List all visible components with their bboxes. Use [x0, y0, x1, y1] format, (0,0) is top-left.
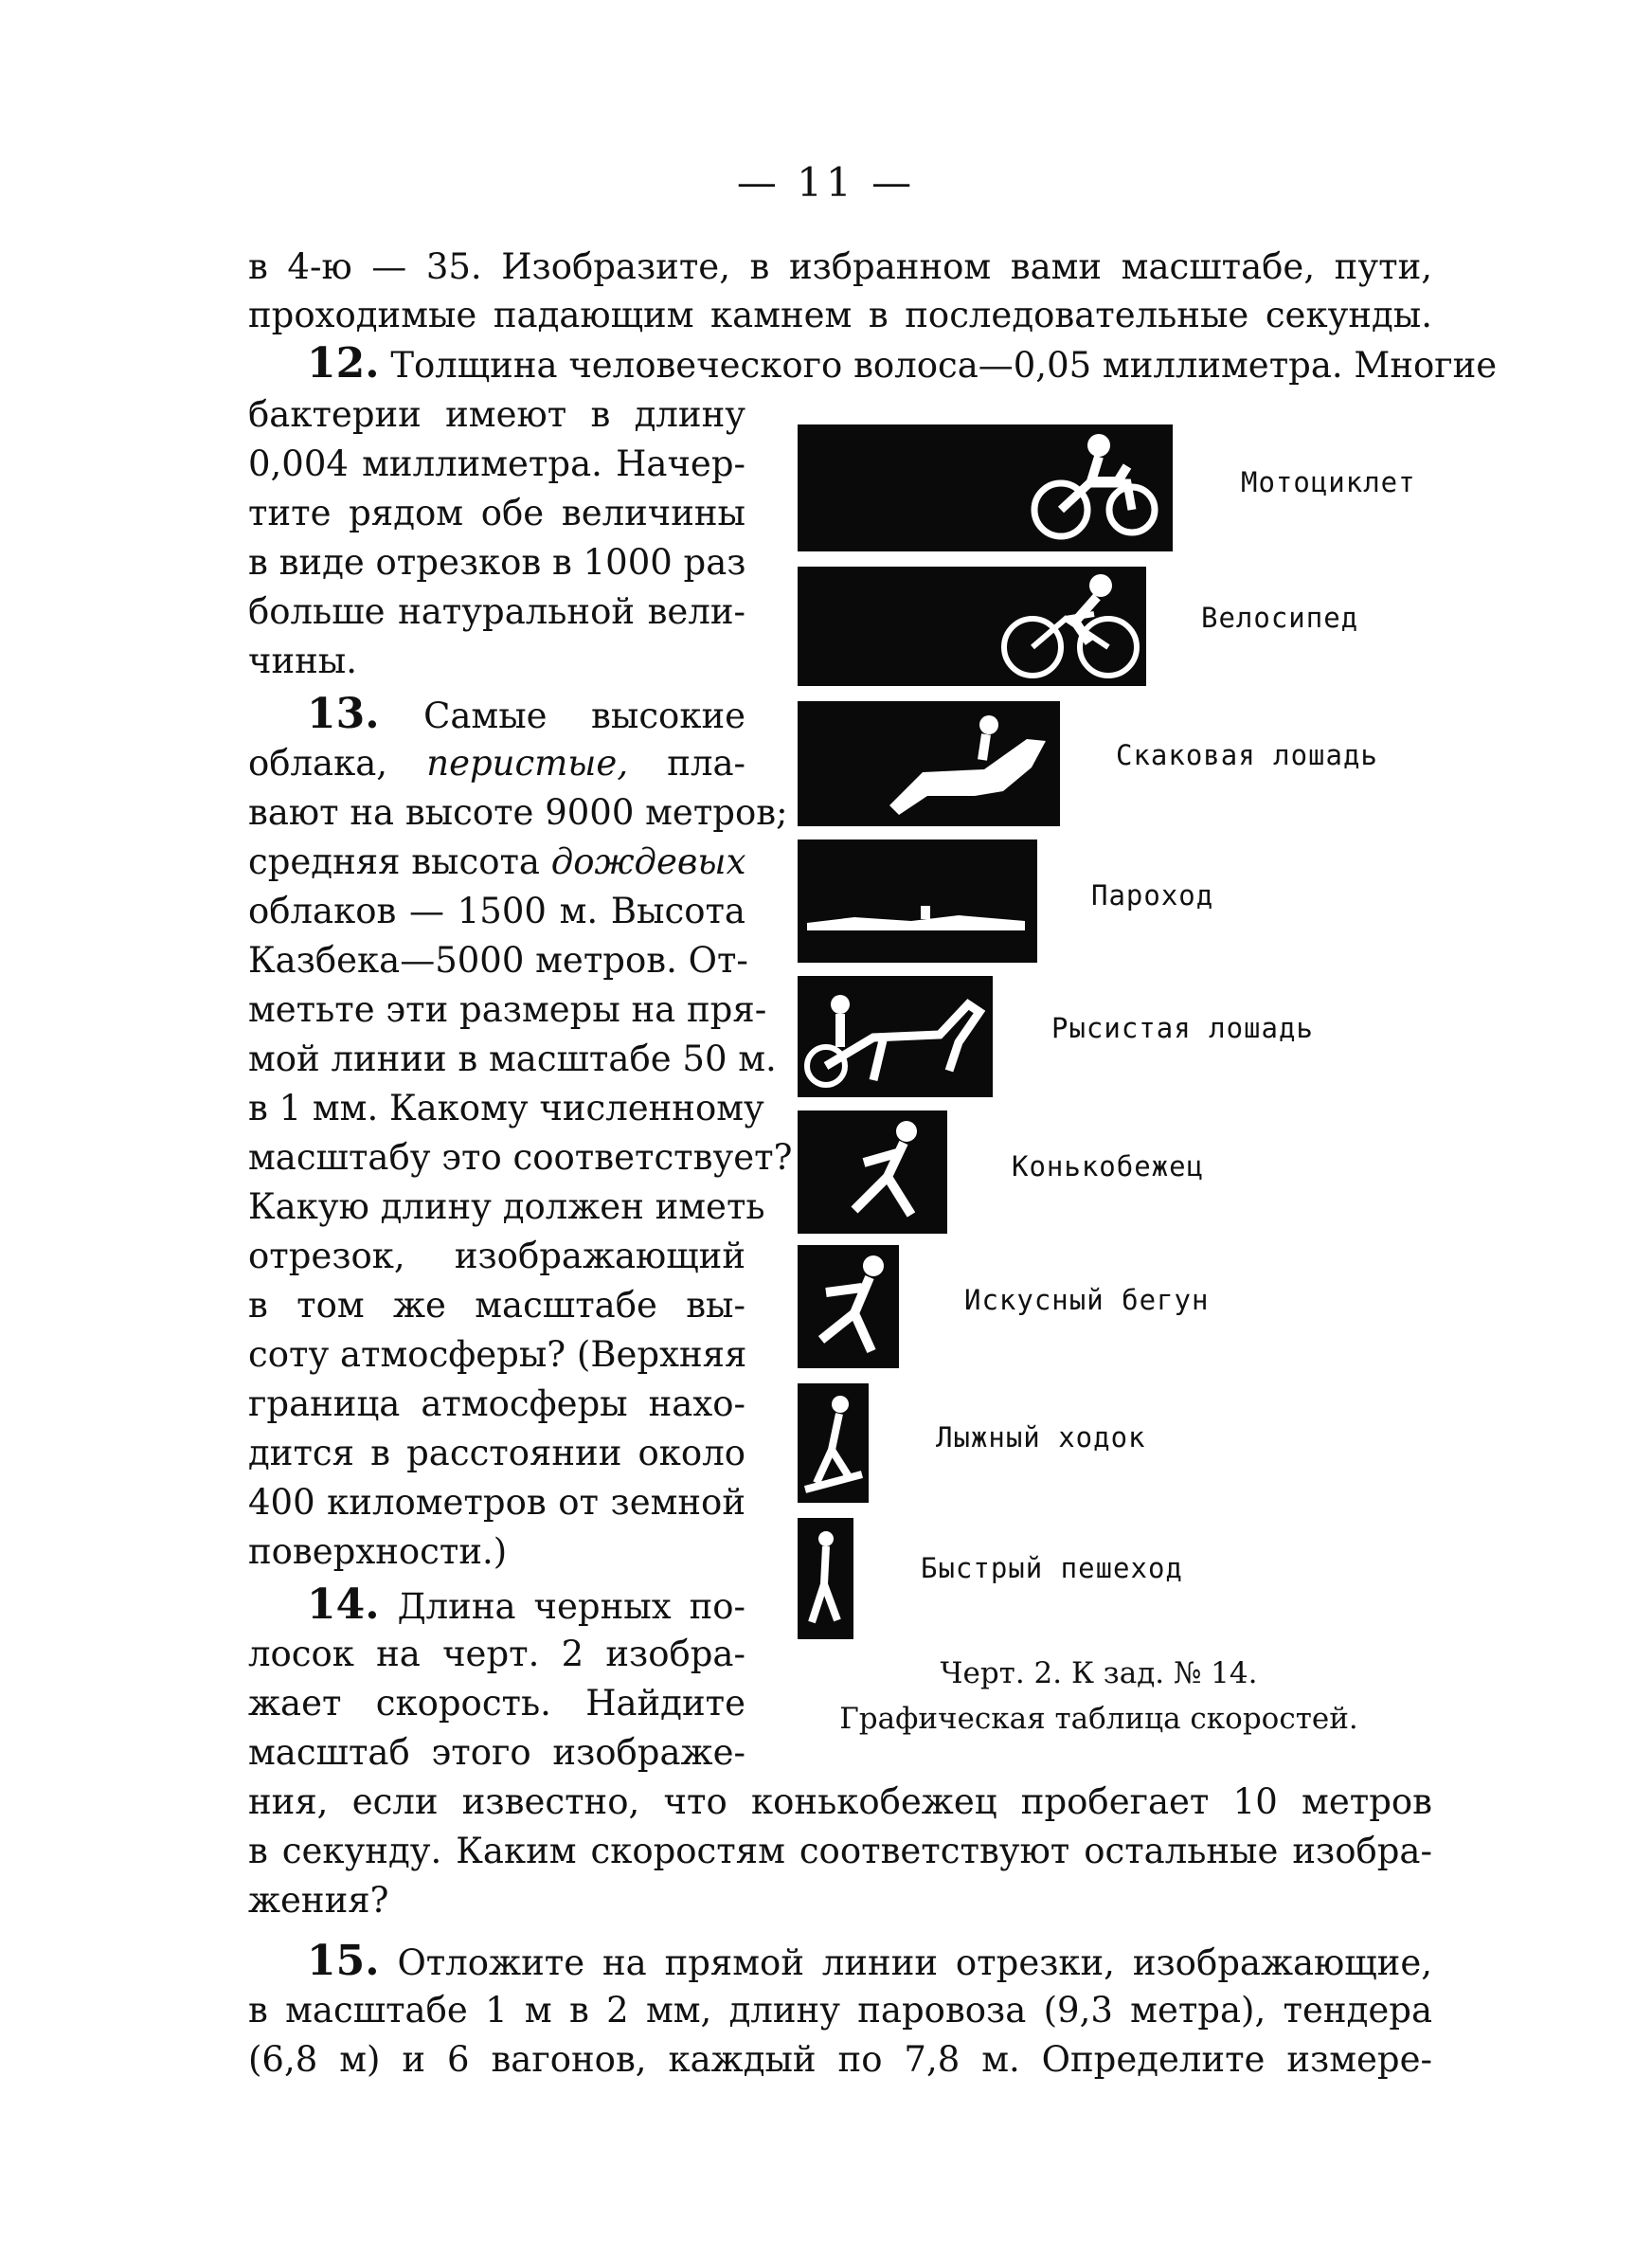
- text-line: ния, если известно, что конькобежец пробегает 10 метров: [248, 1781, 1432, 1822]
- problem-number-12: 12.: [307, 339, 380, 388]
- runner-icon: [798, 1245, 897, 1368]
- speed-bar-skater: [798, 1110, 947, 1234]
- bar-label: Пароход: [1091, 879, 1214, 912]
- text-line: 0,004 миллиметра. Начер-: [248, 443, 745, 484]
- italic-term: дождевых: [550, 841, 746, 882]
- racehorse-icon: [871, 701, 1060, 826]
- text-line: в 1 мм. Какому численному: [248, 1088, 764, 1128]
- text-line: метьте эти размеры на пря-: [248, 989, 767, 1030]
- text-line: масштаб этого изображе-: [248, 1732, 745, 1773]
- skater-icon: [798, 1110, 949, 1234]
- text-line: масштабу это соответствует?: [248, 1137, 793, 1178]
- bar-label: Искусный бегун: [964, 1284, 1210, 1316]
- text-line: облаков — 1500 м. Высота: [248, 891, 745, 931]
- text-line: 400 километров от земной: [248, 1482, 745, 1523]
- text-line: в 4-ю — 35. Изобразите, в избранном вами масштабе, пути,: [248, 246, 1432, 287]
- text-line: (6,8 м) и 6 вагонов, каждый по 7,8 м. Определите измере-: [248, 2039, 1432, 2080]
- bar-label: Рысистая лошадь: [1051, 1012, 1314, 1044]
- text-line: в секунду. Каким скоростям соответствуют остальные изобра-: [248, 1831, 1432, 1871]
- italic-term: перистые,: [426, 743, 629, 784]
- text-line-problem-14: [248, 1580, 745, 1632]
- bar-label: Скаковая лошадь: [1116, 739, 1378, 771]
- text-line: отрезок, изображающий: [248, 1236, 745, 1276]
- bar-label: Велосипед: [1201, 602, 1359, 634]
- text-line: жает скорость. Найдите: [248, 1683, 745, 1724]
- speed-bar-skier: [798, 1383, 869, 1503]
- problem-number-13: 13.: [307, 690, 380, 738]
- text-line: поверхности.): [248, 1531, 508, 1572]
- text-line: бактерии имеют в длину: [248, 394, 745, 435]
- bar-label: Конькобежец: [1012, 1150, 1205, 1183]
- text-line: в том же масштабе вы-: [248, 1285, 745, 1326]
- speed-bar-steamship: [798, 840, 1037, 963]
- text-fragment: пла-: [667, 743, 746, 784]
- text-line: в масштабе 1 м в 2 мм, длину паровоза (9,3 метра), тендера: [248, 1990, 1432, 2031]
- speed-bar-walker: [798, 1518, 853, 1639]
- speed-bar-racehorse: [798, 701, 1060, 826]
- bar-label: Лыжный ходок: [936, 1421, 1146, 1454]
- text-fragment: облака,: [248, 743, 388, 784]
- text-line: чины.: [248, 641, 357, 681]
- text-line-problem-12: [248, 339, 1498, 390]
- figure-caption-subtitle: Графическая таблица скоростей.: [839, 1702, 1358, 1736]
- bicycle-icon: [995, 567, 1146, 686]
- bar-label: Быстрый пешеход: [921, 1552, 1183, 1584]
- text-line: граница атмосферы нахо-: [248, 1383, 745, 1424]
- text-fragment: Самые высокие: [423, 695, 746, 736]
- problem-number-14: 14.: [307, 1580, 380, 1629]
- text-line: Какую длину должен иметь: [248, 1186, 765, 1227]
- problem-number-15: 15.: [307, 1937, 380, 1985]
- text-line: в виде отрезков в 1000 раз: [248, 542, 746, 583]
- text-line: дится в расстоянии около: [248, 1433, 745, 1473]
- figure-caption-title: Черт. 2. К зад. № 14.: [940, 1656, 1258, 1690]
- text-line: [248, 838, 745, 887]
- bar-label: Мотоциклет: [1241, 466, 1416, 498]
- text-fragment: Отложите на прямой линии отрезки, изображающие,: [397, 1942, 1432, 1983]
- text-line: жения?: [248, 1880, 389, 1921]
- text-line-problem-15: [248, 1937, 1432, 1988]
- motorcycle-icon: [1023, 424, 1165, 551]
- text-fragment: Толщина человеческого волоса—0,05 миллиметра. Многие: [390, 345, 1498, 386]
- text-line: мой линии в масштабе 50 м.: [248, 1038, 777, 1079]
- text-line: больше натуральной вели-: [248, 591, 745, 632]
- text-fragment: Длина черных по-: [397, 1586, 746, 1627]
- speed-bar-bicycle: [798, 567, 1146, 686]
- text-line-problem-13: [248, 690, 745, 741]
- speed-bar-trotter: [798, 976, 993, 1097]
- text-line: вают на высоте 9000 метров;: [248, 792, 788, 833]
- text-line: [248, 739, 745, 788]
- text-fragment: средняя высота: [248, 841, 540, 882]
- steamship-icon: [798, 840, 1034, 963]
- text-line: тите рядом обе величины: [248, 493, 745, 533]
- trotter-icon: [798, 976, 987, 1097]
- skier-icon: [798, 1383, 869, 1503]
- speed-bar-motorcycle: [798, 424, 1173, 551]
- text-line: Казбека—5000 метров. От-: [248, 940, 748, 981]
- walker-icon: [798, 1518, 853, 1639]
- page-number: — 11 —: [736, 159, 916, 206]
- speed-bar-runner: [798, 1245, 899, 1368]
- text-line: соту атмосферы? (Верхняя: [248, 1334, 747, 1375]
- text-line: проходимые падающим камнем в последовательные секунды.: [248, 295, 1432, 335]
- text-line: лосок на черт. 2 изобра-: [248, 1634, 745, 1674]
